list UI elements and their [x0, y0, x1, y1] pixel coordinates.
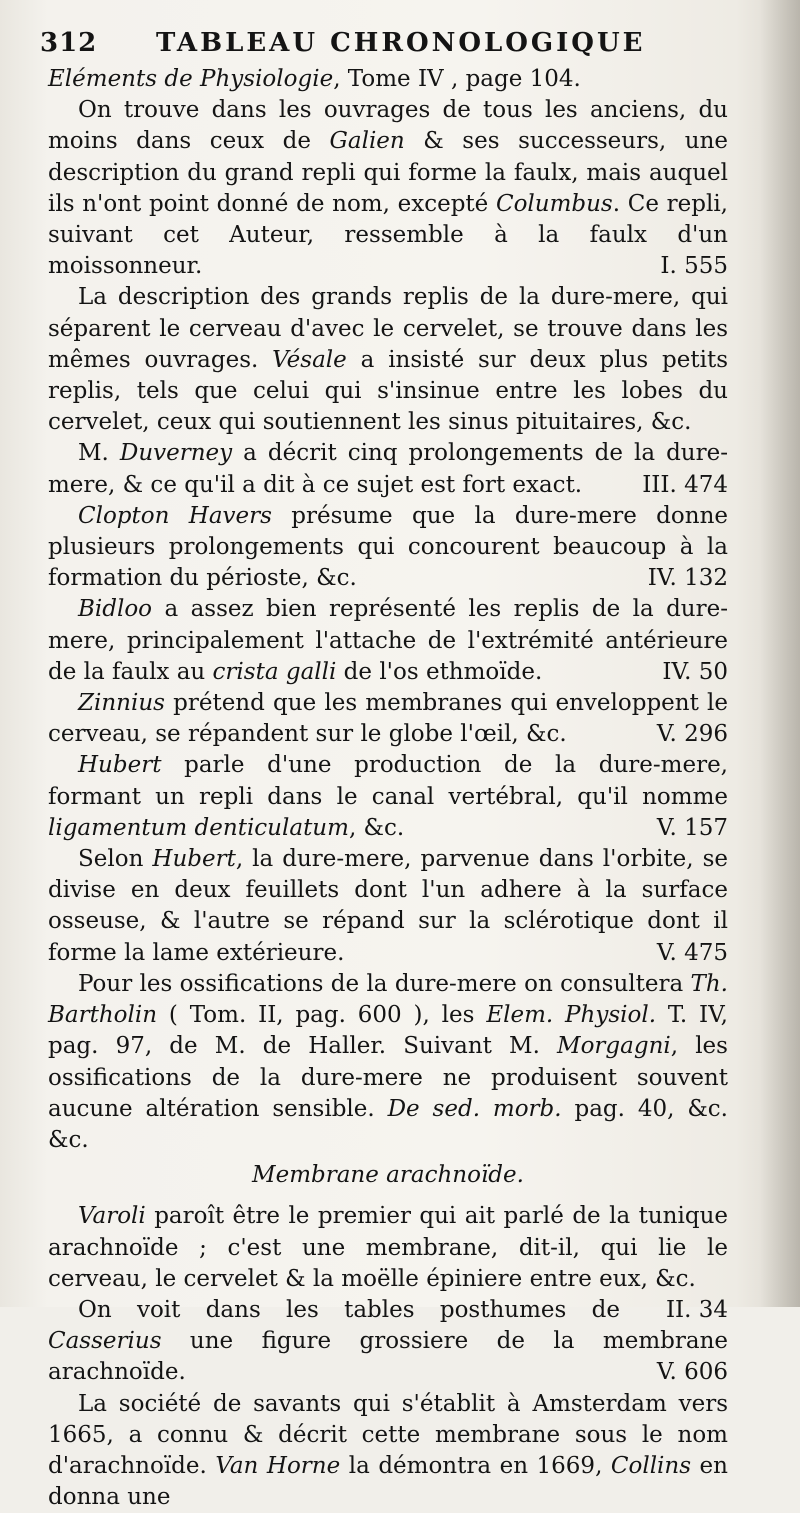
italic-text: Vésale	[272, 346, 347, 373]
text-run: & ses successeurs, une description du grand repli qui forme la faulx, mais auquel ils n'ont point donné de nom, excepté	[48, 128, 728, 217]
italic-text: Hubert	[78, 752, 162, 779]
text-run: en donna une	[48, 1452, 728, 1511]
page-header	[40, 28, 740, 64]
paragraph-group-dure-mere	[48, 64, 728, 1156]
italic-text: Morgagni	[557, 1033, 671, 1060]
italic-text: ligamentum denticulatum	[48, 814, 349, 841]
paragraph	[48, 438, 728, 500]
text-run: . Ce repli, suivant cet Auteur, ressemble à la faulx d'un moissonneur.	[48, 190, 728, 280]
text-run: La description des grands replis de la dure-mere, qui séparent le cerveau d'avec le cervelet, se trouve dans les mêmes ouvrages.	[48, 284, 728, 373]
page-body	[48, 64, 728, 1513]
volume-page-reference: V. 606	[656, 1359, 728, 1386]
italic-text: crista galli	[212, 658, 337, 685]
text-run: la démontra en 1669,	[340, 1452, 611, 1479]
paragraph	[48, 64, 728, 95]
text-run: a insisté sur deux plus petits replis, tels que celui qui s'insinue entre les lobes du cervelet, ceux qui soutiennent les sinus pituitaires, &c.	[48, 346, 729, 436]
text-run: présume que la dure-mere donne plusieurs prolongements qui concourent beaucoup à la formation du périoste, &c.	[48, 502, 728, 592]
text-run: parle d'une production de la dure-mere, formant un repli dans le canal vertébral, qu'il nomme	[48, 752, 728, 810]
italic-text: Duverney	[119, 440, 233, 467]
italic-text: Elem. Physiol.	[486, 1002, 657, 1029]
text-run: pag. 40, &c. &c.	[48, 1095, 728, 1153]
italic-text: Casserius	[48, 1328, 162, 1355]
volume-page-reference: IV. 50	[662, 658, 728, 685]
italic-text: Van Horne	[215, 1452, 341, 1479]
paragraph	[48, 969, 728, 1156]
text-run: La société de savants qui s'établit à Amsterdam vers 1665, a connu & décrit cette membrane sous le nom d'arachnoïde.	[48, 1390, 728, 1479]
italic-text: Collins	[610, 1452, 692, 1479]
italic-text: Varoli	[78, 1203, 146, 1230]
volume-page-reference: IV. 132	[647, 565, 728, 592]
paragraph	[48, 501, 728, 595]
text-run: Pour les ossifications de la dure-mere on consultera	[78, 970, 691, 997]
paragraph	[48, 1295, 728, 1389]
text-run: de l'os ethmoïde.	[336, 658, 543, 685]
text-run: une figure grossiere de la membrane arachnoïde.	[48, 1328, 728, 1386]
paragraph	[48, 282, 728, 438]
text-run: , la dure-mere, parvenue dans l'orbite, se divise en deux feuillets dont l'un adhere à la surface osseuse, & l'autre se répand sur la sclérotique dont il forme la lame extérieure.	[48, 846, 728, 966]
italic-text: Eléments de Physiologie	[48, 66, 334, 92]
text-run: On voit dans les tables posthumes de	[78, 1296, 620, 1323]
volume-page-reference: I. 555	[660, 253, 728, 280]
volume-page-reference: V. 296	[656, 721, 728, 748]
text-run: , Tome IV , page 104.	[333, 66, 581, 92]
section-heading: Membrane arachnoïde.	[252, 1162, 524, 1189]
text-run: a assez bien représenté les replis de la dure-mere, principalement l'attache de l'extrémité antérieure de la faulx au	[48, 596, 728, 685]
page-gutter-shadow	[760, 0, 800, 1307]
italic-text: Hubert	[152, 846, 236, 873]
text-run: Selon	[78, 846, 153, 873]
text-run: prétend que les membranes qui enveloppent le cerveau, se répandent sur le globe l'œil, &c.	[48, 690, 728, 748]
paragraph	[48, 95, 728, 282]
text-run: , &c.	[348, 814, 405, 841]
volume-page-reference: II. 34	[665, 1296, 728, 1323]
volume-page-reference: III. 474	[642, 471, 728, 498]
paragraph	[48, 688, 728, 750]
paragraph	[48, 594, 728, 688]
text-run: ( Tom. II, pag. 600 ), les	[157, 1002, 487, 1029]
paragraph-group-arachnoide	[48, 1201, 728, 1513]
text-run: paroît être le premier qui ait parlé de la tunique arachnoïde ; c'est une membrane, dit-il, qui lie le cerveau, le cervelet & la moëlle épiniere entre eux, &c.	[48, 1203, 728, 1292]
italic-text: De sed. morb.	[387, 1095, 562, 1122]
italic-text: Zinnius	[78, 690, 165, 717]
paragraph	[48, 1389, 728, 1513]
italic-text: Th. Bartholin	[48, 970, 728, 1029]
running-title: TABLEAU CHRONOLOGIQUE	[156, 28, 646, 58]
text-run: T. IV, pag. 97, de M. de Haller. Suivant M.	[48, 1002, 728, 1060]
volume-page-reference: V. 475	[656, 939, 728, 966]
text-run: , les ossifications de la dure-mere ne produisent souvent aucune altération sensible.	[48, 1033, 728, 1122]
text-run: a décrit cinq prolongements de la dure-mere, & ce qu'il a dit à ce sujet est fort exact.	[48, 440, 728, 498]
paragraph	[48, 750, 728, 844]
page-number: 312	[40, 28, 98, 58]
italic-text: Galien	[329, 128, 405, 155]
paragraph	[48, 844, 728, 969]
volume-page-reference: V. 157	[656, 814, 728, 841]
text-run: M.	[78, 440, 120, 467]
italic-text: Bidloo	[78, 596, 153, 623]
italic-text: Columbus	[495, 190, 613, 217]
text-run: On trouve dans les ouvrages de tous les anciens, du moins dans ceux de	[48, 97, 728, 155]
italic-text: Clopton Havers	[78, 502, 272, 529]
